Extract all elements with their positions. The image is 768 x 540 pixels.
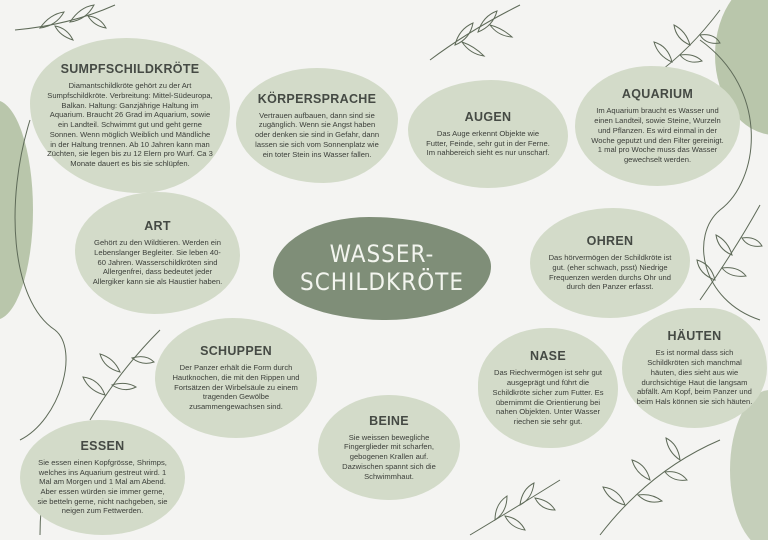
leaf-sprig-top-left-icon [15, 5, 115, 40]
leaf-sprig-right-middle-icon [697, 205, 762, 300]
bubble-nase [478, 328, 618, 448]
left-blob [0, 100, 33, 320]
bubble-text: Vertrauen aufbauen, dann sind sie zugänglich. Wenn sie Angst haben oder denken sie sind in Gefahr, dann lassen sie sich vom Sonnenplatz wie ein toter Stein ins Wasser fallen. [254, 110, 380, 159]
bubble-title: HÄUTEN [667, 329, 722, 344]
bubble-text: Gehört zu den Wildtieren. Werden ein Lebenslanger Begleiter. Sie leben 40-60 Jahren. Wasserschildkröten sind Allergenfrei, dass bedeutet jeder Allergiker kann sie als Haustier haben. [92, 238, 223, 287]
bubble-text: Sie weissen bewegliche Fingerglieder mit scharfen, gebogenen Krallen auf. Dazwischen spannt sich die Schwimmhaut. [342, 432, 436, 481]
leaf-sprig-top-right-icon [654, 10, 720, 75]
bubble-title: ART [144, 219, 171, 234]
bubble-text: Es ist normal dass sich Schildkröten sich manchmal häuten, dies sieht aus wie durchsichtige Haut die langsam abfällt. Am Kopf, beim Panzer und beim Hals können sie sich häuten. [636, 348, 753, 406]
bubble-text: Im Aquarium braucht es Wasser und einen Landteil, sowie Steine, Wurzeln und Pflanzen. Es wird einmal in der Woche geputzt und den Filter gereinigt. 1 mal pro Woche muss das Wasser gewechselt werden. [591, 106, 724, 164]
bubble-text: Diamantschildkröte gehört zu der Art Sumpfschildkröte. Verbreitung: Mittel-Südeuropa, Balkan. Haltung: Ganzjährige Haltung im Aquarium. Braucht 26 Grad im Aquarium, sowie ein Landteil. Schwimmt gut und geht gerne Sonnen. Wenn möglich Weiblich und Mändliche in der Haltung trennen. Ab 10 Jahren kann man Züchten, sie legen bis zu 12 Elern pro Wurf. Ca 3 Monate dauert es bis sie schlüpfen. [47, 81, 213, 169]
bubble-title: NASE [530, 349, 566, 364]
bubble-title: ESSEN [80, 438, 125, 453]
bubble-text: Der Panzer erhält die Form durch Hautknochen, die mit den Rippen und Fortsätzen der Wirbelsäule zu einem tragenden Gewölbe zusammengewachsen sind. [172, 363, 300, 412]
bubble-title: KÖRPERSPRACHE [257, 91, 377, 106]
leaf-sprig-left-middle-icon [83, 330, 160, 420]
bubble-ohren [530, 208, 690, 318]
bubble-text: Das Riechvermögen ist sehr gut ausgeprägt und führt die Schildkröte sicher zum Futter. Es übernimmt die Orientierung bei nahen Objekten. Unter Wasser riechen sie sehr gut. [492, 368, 604, 426]
leaf-sprig-bottom-center-icon [470, 480, 560, 535]
bubble-title: SUMPFSCHILDKRÖTE [60, 62, 200, 77]
leaf-sprig-top-center-icon [430, 5, 520, 60]
bubble-title: SCHUPPEN [200, 344, 272, 359]
bubble-title: OHREN [586, 234, 634, 249]
bubble-essen [20, 420, 185, 535]
bubble-art [75, 192, 240, 314]
bubble-beine [318, 395, 460, 500]
bubble-text: Das hörvermögen der Schildkröte ist gut. (eher schwach, psst) Niedrige Frequenzen werden durchs Ohr und durch den Panzer erfasst. [548, 253, 672, 292]
bubble-augen [408, 80, 568, 188]
center-title-bubble [273, 217, 491, 320]
bubble-haeuten [622, 308, 767, 428]
bubble-schuppen [155, 318, 317, 438]
bubble-title: AQUARIUM [621, 87, 694, 102]
title-line-1: WASSER- [329, 239, 435, 268]
bubble-title: AUGEN [464, 109, 512, 124]
title-line-2: SCHILDKRÖTE [299, 267, 465, 296]
bubble-text: Sie essen einen Kopfgrösse, Shrimps, welches ins Aquarium gestreut wird. 1 Mal am Morgen und 1 Mal am Abend. Aber essen würden sie immer gerne, sie betteln gerne, nicht nachgeben, sie neigen zum Fettwerden. [37, 457, 168, 516]
bubble-text: Das Auge erkennt Objekte wie Futter, Feinde, sehr gut in der Ferne. Im nahbereich sieht es nur unscharf. [426, 128, 550, 158]
leaf-sprig-bottom-right-icon [600, 438, 720, 535]
bubble-title: BEINE [369, 413, 409, 428]
